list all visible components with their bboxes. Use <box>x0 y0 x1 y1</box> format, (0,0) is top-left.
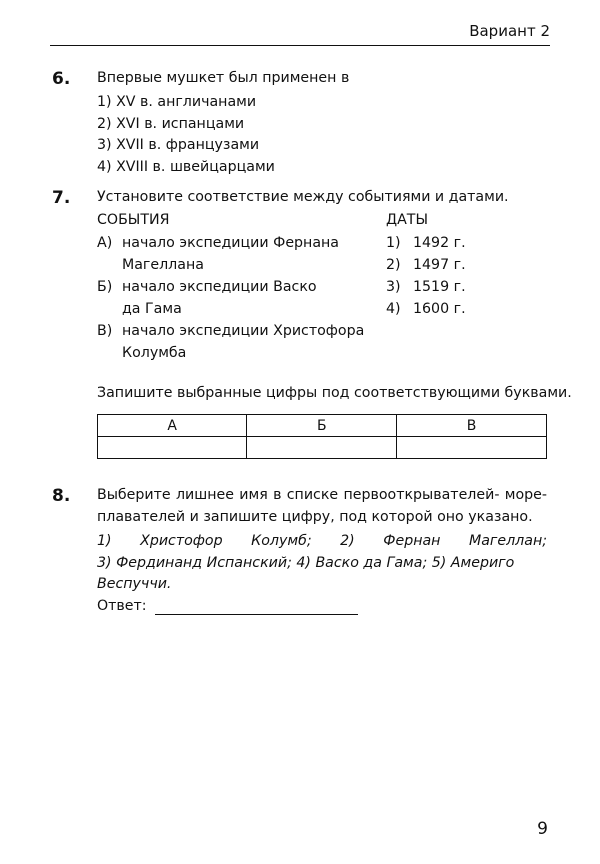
event-c-line1: начало экспедиции Христофора <box>122 323 365 339</box>
events-header: СОБЫТИЯ <box>97 212 170 228</box>
question-6-option-3: 3) XVII в. французами <box>97 137 260 153</box>
question-7-instruction: Запишите выбранные цифры под соответствующими буквами. <box>97 385 572 401</box>
question-6-number: 6. <box>52 69 71 89</box>
answer-label: Ответ: <box>97 598 147 614</box>
dates-header: ДАТЫ <box>386 212 428 228</box>
answer-table-header-c: В <box>397 415 547 437</box>
answer-table-input-row <box>98 437 547 459</box>
question-8-text-line1: Выберите лишнее имя в списке первооткрывателей- море- <box>97 487 547 503</box>
event-a-letter: А) <box>97 235 113 251</box>
answer-table <box>97 414 547 459</box>
date-3-num: 3) <box>386 279 401 295</box>
header-divider <box>50 45 550 46</box>
answer-table-header-a: А <box>98 415 247 437</box>
question-6-option-2: 2) XVI в. испанцами <box>97 116 245 132</box>
event-b-line1: начало экспедиции Васко <box>122 279 317 295</box>
question-6-text: Впервые мушкет был применен в <box>97 70 350 86</box>
question-6-option-4: 4) XVIII в. швейцарцами <box>97 159 275 175</box>
date-3-value: 1519 г. <box>413 279 466 295</box>
answer-cell-c[interactable] <box>397 437 547 459</box>
answer-cell-b[interactable] <box>247 437 397 459</box>
question-7-number: 7. <box>52 188 71 208</box>
variant-label: Вариант 2 <box>469 22 550 40</box>
date-1-num: 1) <box>386 235 401 251</box>
date-1-value: 1492 г. <box>413 235 466 251</box>
answer-cell-a[interactable] <box>98 437 247 459</box>
question-8-list-line3: Веспуччи. <box>97 576 172 592</box>
question-8-number: 8. <box>52 486 71 506</box>
answer-table-header-b: Б <box>247 415 397 437</box>
answer-table-header-row <box>98 415 547 437</box>
event-b-line2: да Гама <box>122 301 182 317</box>
event-a-line2: Магеллана <box>122 257 204 273</box>
event-a-line1: начало экспедиции Фернана <box>122 235 339 251</box>
date-2-value: 1497 г. <box>413 257 466 273</box>
event-c-letter: В) <box>97 323 113 339</box>
question-6-option-1: 1) XV в. англичанами <box>97 94 257 110</box>
question-8-list-line1: 1) Христофор Колумб; 2) Фернан Магеллан; <box>97 533 547 549</box>
question-7-text: Установите соответствие между событиями и датами. <box>97 189 509 205</box>
question-8-text-line2: плавателей и запишите цифру, под которой оно указано. <box>97 509 533 525</box>
answer-input-line[interactable] <box>155 614 358 615</box>
event-b-letter: Б) <box>97 279 113 295</box>
date-4-value: 1600 г. <box>413 301 466 317</box>
date-2-num: 2) <box>386 257 401 273</box>
question-8-list-line2: 3) Фердинанд Испанский; 4) Васко да Гама; 5) Америго <box>97 555 515 571</box>
page-number: 9 <box>537 819 548 839</box>
event-c-line2: Колумба <box>122 345 187 361</box>
date-4-num: 4) <box>386 301 401 317</box>
